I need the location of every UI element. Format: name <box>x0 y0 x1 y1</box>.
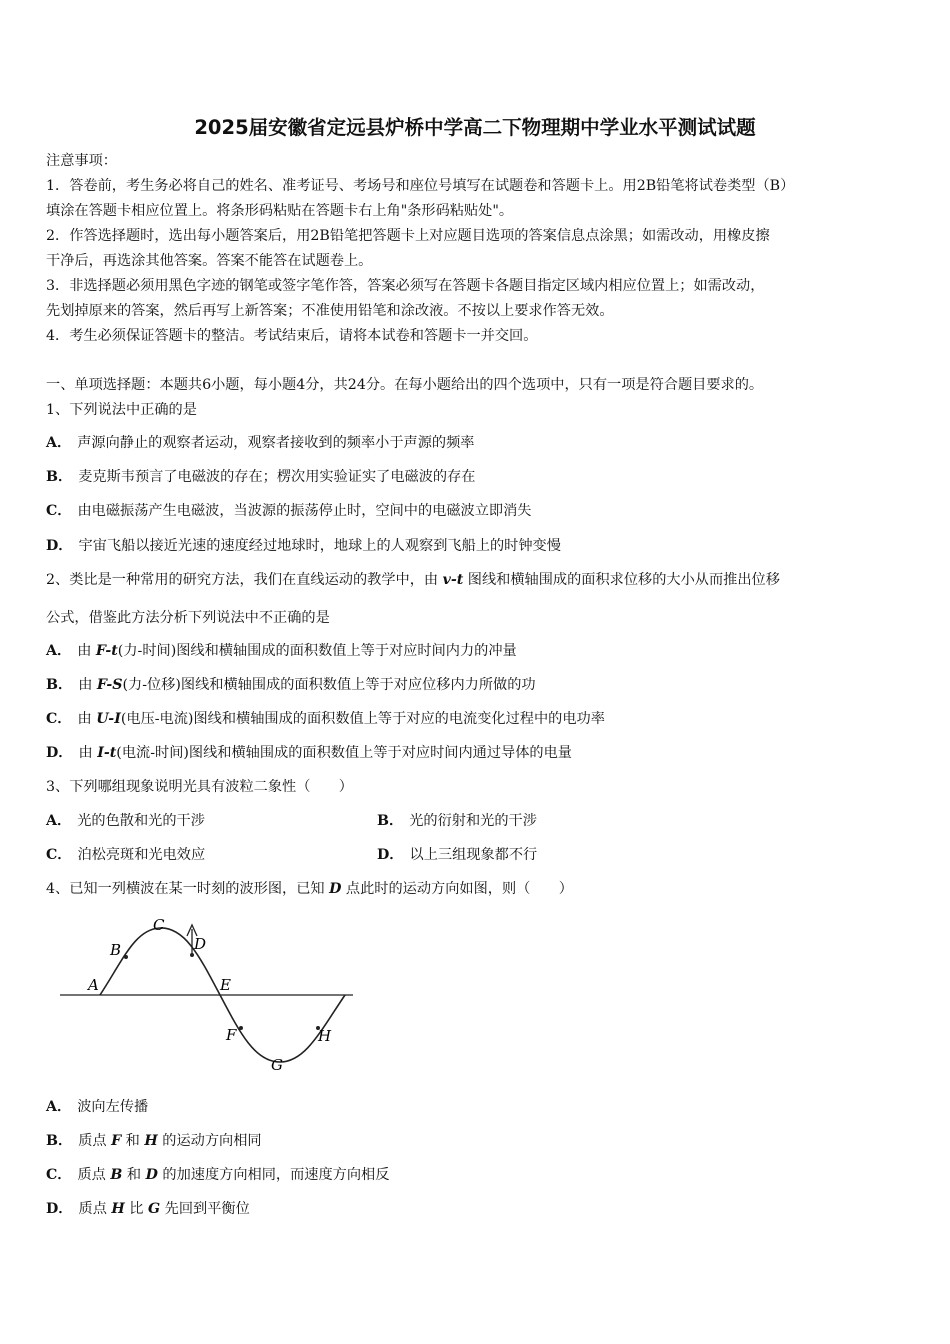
text: 先回到平衡位 <box>160 1201 250 1217</box>
label-a: A <box>88 976 99 994</box>
text: 的加速度方向相同，而速度方向相反 <box>157 1167 390 1183</box>
option-label: D． <box>46 745 73 761</box>
variable: F <box>111 1133 122 1149</box>
notice-line: 干净后，再选涂其他答案。答案不能答在试题卷上。 <box>46 253 373 269</box>
option-text: 宇宙飞船以接近光速的速度经过地球时，地球上的人观察到飞船上的时钟变慢 <box>78 538 561 554</box>
text: (力-位移)图线和横轴围成的面积数值上等于对应位移内力所做的功 <box>122 677 536 693</box>
text: 质点 <box>78 1133 112 1149</box>
option-label: B． <box>46 1133 73 1149</box>
variable: B <box>110 1167 123 1183</box>
q3-stem: 3、下列哪组现象说明光具有波粒二象性（ ） <box>46 779 353 795</box>
option-label: A． <box>46 643 72 659</box>
text: 点此时的运动方向如图，则（ ） <box>341 881 573 897</box>
option-text: 由电磁振荡产生电磁波，当波源的振荡停止时，空间中的电磁波立即消失 <box>77 503 532 519</box>
variable: H <box>111 1201 125 1217</box>
option-text: 泊松亮斑和光电效应 <box>77 847 206 863</box>
section-header: 一、单项选择题：本题共6小题，每小题4分，共24分。在每小题给出的四个选项中，只有一项是符合题目要求的。 <box>46 377 764 393</box>
text: 比 <box>124 1201 149 1217</box>
label-h: H <box>318 1027 332 1045</box>
text: 质点 <box>78 1201 112 1217</box>
variable: v-t <box>442 572 464 588</box>
label-e: E <box>220 976 231 994</box>
q2-stem <box>46 571 780 589</box>
text: (力-时间)图线和横轴围成的面积数值上等于对应时间内力的冲量 <box>117 643 517 659</box>
text: 由 <box>77 711 97 727</box>
variable: F-S <box>96 677 123 693</box>
text: 的运动方向相同 <box>157 1133 262 1149</box>
q3-option-d <box>377 846 537 864</box>
notice-line: 2．作答选择题时，选出每小题答案后，用2B铅笔把答题卡上对应题目选项的答案信息点涂黑；如需改动，用橡皮擦 <box>46 228 770 244</box>
option-label: B． <box>46 469 73 485</box>
q4-option-b <box>46 1132 262 1150</box>
q1-option-c <box>46 502 532 520</box>
q2-stem-cont: 公式，借鉴此方法分析下列说法中不正确的是 <box>46 610 330 626</box>
q2-option-b <box>46 676 536 694</box>
text: 由 <box>78 745 98 761</box>
notice-line: 先划掉原来的答案，然后再写上新答案；不准使用铅笔和涂改液。不按以上要求作答无效。 <box>46 303 614 319</box>
option-label: C． <box>46 711 72 727</box>
option-label: D． <box>46 1201 73 1217</box>
option-text: 光的衍射和光的干涉 <box>409 813 537 829</box>
text: 图线和横轴围成的面积求位移的大小从而推出位移 <box>463 572 780 588</box>
text: 2、类比是一种常用的研究方法，我们在直线运动的教学中，由 <box>46 572 443 588</box>
q2-option-d <box>46 744 572 762</box>
q3-option-c <box>46 846 205 864</box>
q2-option-c <box>46 710 605 728</box>
label-c: C <box>153 916 165 934</box>
variable: D <box>145 1167 158 1183</box>
option-label: B． <box>377 813 404 829</box>
q2-option-a <box>46 642 517 660</box>
notice-line: 1．答卷前，考生务必将自己的姓名、准考证号、考场号和座位号填写在试题卷和答题卡上。用2B铅笔将试卷类型（B） <box>46 178 795 194</box>
q1-option-d <box>46 537 561 555</box>
option-label: A． <box>46 435 72 451</box>
text: 由 <box>78 677 97 693</box>
q1-option-b <box>46 468 475 486</box>
label-g: G <box>271 1056 283 1074</box>
q4-stem <box>46 880 573 898</box>
point-d <box>190 953 194 957</box>
option-label: C． <box>46 847 72 863</box>
variable: G <box>148 1201 161 1217</box>
point-f <box>239 1026 243 1030</box>
page-title: 2025届安徽省定远县炉桥中学高二下物理期中学业水平测试试题 <box>194 116 756 139</box>
q1-option-a <box>46 434 474 452</box>
label-b: B <box>110 941 122 959</box>
option-text: 麦克斯韦预言了电磁波的存在；楞次用实验证实了电磁波的存在 <box>78 469 476 485</box>
q3-option-b <box>377 812 537 830</box>
text: 和 <box>122 1167 146 1183</box>
notice-line: 填涂在答题卡相应位置上。将条形码粘贴在答题卡右上角"条形码粘贴处"。 <box>46 203 514 219</box>
option-label: C． <box>46 503 72 519</box>
notice-line: 4．考生必须保证答题卡的整洁。考试结束后，请将本试卷和答题卡一并交回。 <box>46 328 538 344</box>
option-label: D． <box>46 538 73 554</box>
point-b <box>124 955 128 959</box>
q4-option-c <box>46 1166 389 1184</box>
text: (电压-电流)图线和横轴围成的面积数值上等于对应的电流变化过程中的电功率 <box>120 711 605 727</box>
variable: D <box>329 881 342 897</box>
option-label: B． <box>46 677 73 693</box>
label-f: F <box>226 1026 237 1044</box>
text: 4、已知一列横波在某一时刻的波形图，已知 <box>46 881 330 897</box>
q1-stem: 1、下列说法中正确的是 <box>46 402 197 418</box>
variable: U-I <box>96 711 121 727</box>
option-label: D． <box>377 847 404 863</box>
option-label: A． <box>46 1099 72 1115</box>
option-label: A． <box>46 813 72 829</box>
q3-option-a <box>46 812 205 830</box>
option-text: 光的色散和光的干涉 <box>77 813 205 829</box>
text: 和 <box>121 1133 145 1149</box>
option-text: 声源向静止的观察者运动，观察者接收到的频率小于声源的频率 <box>77 435 475 451</box>
q4-option-d <box>46 1200 250 1218</box>
variable: F-t <box>95 643 118 659</box>
option-label: C． <box>46 1167 72 1183</box>
text: 质点 <box>77 1167 111 1183</box>
text: 由 <box>77 643 96 659</box>
notice-heading: 注意事项： <box>46 153 117 169</box>
variable: I-t <box>97 745 117 761</box>
q4-option-a <box>46 1098 148 1116</box>
text: (电流-时间)图线和横轴围成的面积数值上等于对应时间内通过导体的电量 <box>116 745 572 761</box>
label-d: D <box>194 935 207 953</box>
option-text: 波向左传播 <box>77 1099 149 1115</box>
notice-line: 3．非选择题必须用黑色字迹的钢笔或签字笔作答，答案必须写在答题卡各题目指定区域内相应位置上；如需改动， <box>46 278 765 294</box>
wave-figure <box>55 912 360 1082</box>
option-text: 以上三组现象都不行 <box>409 847 538 863</box>
variable: H <box>144 1133 158 1149</box>
